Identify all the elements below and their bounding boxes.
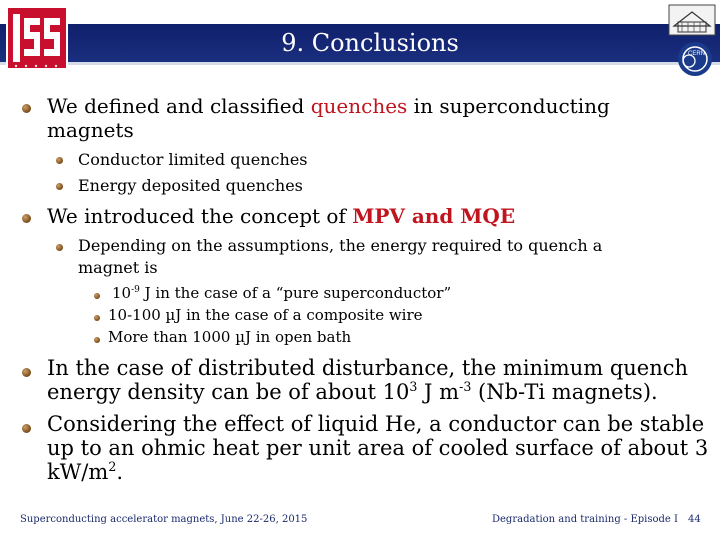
bullet-marker	[56, 157, 63, 164]
svg-text:CERN: CERN	[688, 51, 706, 57]
footer-course: Superconducting accelerator magnets, June 22-26, 2015	[20, 514, 308, 525]
sub-bullet-energy-deposited: Energy deposited quenches	[78, 176, 303, 195]
text: J in the case of a “pure superconductor”	[139, 284, 452, 302]
exponent: -3	[459, 379, 472, 394]
text: In the case of distributed disturbance, the minimum quench	[47, 356, 689, 380]
header-rule	[0, 62, 720, 65]
sub-sub-bullet-open-bath: More than 1000 µJ in open bath	[108, 328, 352, 346]
bullet-distributed-disturbance	[47, 356, 717, 404]
building-logo	[668, 4, 716, 36]
bullet-liquid-he	[47, 412, 717, 484]
text: Depending on the assumptions, the energy required to quench a	[78, 236, 603, 255]
bullet-marker	[94, 337, 100, 343]
text: .	[116, 460, 124, 484]
text: We defined and classified	[47, 94, 311, 118]
text: 10	[112, 284, 132, 302]
text: Considering the effect of liquid He, a conductor can be stable	[47, 412, 705, 436]
sub-bullet-conductor-limited: Conductor limited quenches	[78, 150, 308, 169]
bullet-marker	[22, 424, 31, 433]
page-number: 44	[688, 514, 701, 525]
bullet-marker	[22, 104, 31, 113]
bullet-marker	[22, 214, 31, 223]
text: magnet is	[78, 258, 158, 277]
text: in superconducting	[407, 94, 610, 118]
sub-sub-bullet-composite-wire: 10-100 µJ in the case of a composite wire	[108, 306, 423, 324]
footer-episode: Degradation and training - Episode I	[492, 514, 678, 525]
exponent: 2	[108, 459, 117, 474]
cern-logo	[676, 40, 714, 78]
exponent: -9	[131, 285, 140, 295]
text: up to an ohmic heat per unit area of cooled surface of about 3	[47, 436, 709, 460]
highlight-quenches: quenches	[310, 94, 408, 118]
text: (Nb-Ti magnets).	[471, 380, 658, 404]
text: J m	[417, 380, 460, 404]
text: We introduced the concept of	[47, 204, 353, 228]
text: energy density can be of about 10	[47, 380, 410, 404]
page-title: 9. Conclusions	[281, 29, 459, 57]
text: kW/m	[47, 460, 109, 484]
bullet-quenches	[47, 94, 687, 142]
bullet-marker	[56, 244, 63, 251]
exponent: 3	[409, 379, 418, 394]
bullet-marker	[56, 183, 63, 190]
sub-sub-bullet-pure-sc	[112, 282, 451, 304]
bullet-marker	[94, 293, 100, 299]
bullet-mpv-mqe	[47, 204, 687, 228]
bullet-marker	[94, 315, 100, 321]
sub-bullet-assumptions	[78, 235, 678, 279]
text: magnets	[47, 118, 134, 142]
highlight-mpv-mqe: MPV and MQE	[352, 204, 516, 228]
isso-logo	[6, 6, 68, 70]
bullet-marker	[22, 368, 31, 377]
